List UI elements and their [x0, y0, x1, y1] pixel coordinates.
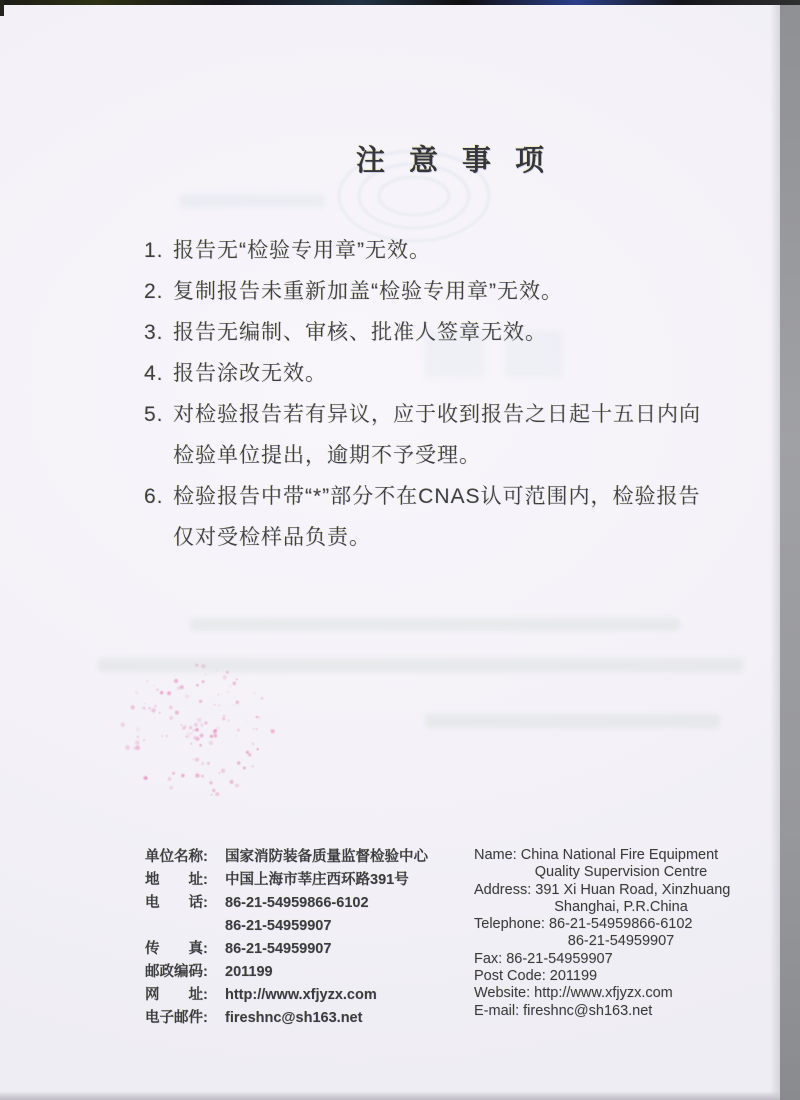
notice-item-6: [144, 476, 722, 558]
contact-label: 电子邮件:: [145, 1010, 208, 1026]
notice-number: 3.: [144, 321, 164, 344]
notice-item-3: [144, 312, 722, 353]
contact-row-telephone-2: [145, 915, 428, 938]
notice-text: 报告无编制、审核、批准人签章无效。: [173, 321, 547, 344]
contact-info-chinese: [145, 846, 428, 1030]
contact-en-fax: Fax: 86-21-54959907: [474, 950, 613, 967]
contact-label: 网 址:: [145, 987, 208, 1003]
notice-item-5: [144, 394, 722, 476]
contact-en-telephone: Telephone: 86-21-54959866-6102: [474, 916, 693, 933]
contact-row-website: [145, 984, 428, 1007]
contact-value: 中国上海市莘庄西环路391号: [225, 872, 409, 888]
contact-label: 邮政编码:: [145, 964, 208, 980]
paper-edge-shadow: [770, 0, 780, 1100]
contact-row-email: [145, 1007, 428, 1030]
contact-value: 86-21-54959907: [225, 941, 332, 957]
contact-value: fireshnc@sh163.net: [225, 1010, 363, 1026]
contact-row-telephone: [145, 892, 428, 915]
contact-en-name-2: Quality Supervision Centre: [534, 864, 708, 881]
notice-text: 检验报告中带“*”部分不在CNAS认可范围内，检验报告仅对受检样品负责。: [173, 485, 701, 549]
contact-row-fax: [145, 938, 428, 961]
contact-label: 传 真:: [145, 941, 208, 957]
notice-item-1: [144, 230, 722, 271]
contact-value: 86-21-54959907: [225, 918, 332, 934]
contact-en-email: E-mail: fireshnc@sh163.net: [474, 1002, 653, 1019]
contact-row-postcode: [145, 961, 428, 984]
contact-en-address-2: Shanghai, P.R.China: [554, 898, 688, 915]
contact-en-postcode: Post Code: 201199: [474, 968, 598, 985]
contact-row-address: [145, 869, 428, 892]
notice-text: 报告无“检验专用章”无效。: [173, 239, 431, 262]
contact-value: http://www.xfjyzx.com: [225, 987, 377, 1003]
contact-en-telephone-2: 86-21-54959907: [567, 933, 675, 950]
notice-number: 2.: [144, 280, 164, 303]
scanner-background-band: [780, 0, 800, 1100]
notice-number: 6.: [144, 485, 164, 508]
page-title: 注意事项: [356, 145, 569, 177]
contact-value: 201199: [225, 964, 273, 980]
notice-number: 5.: [144, 403, 164, 426]
stamp-smudge: [100, 652, 300, 817]
scanner-corner-mark: [0, 0, 4, 16]
notice-list: [144, 230, 722, 558]
notice-item-4: [144, 353, 722, 394]
contact-en-name: Name: China National Fire Equipment: [474, 847, 719, 863]
notice-text: 报告涂改无效。: [173, 362, 327, 385]
paper-edge-strip-bottom: [0, 1091, 780, 1100]
contact-row-unit-name: [145, 846, 428, 869]
notice-item-2: [144, 271, 722, 312]
contact-label: 单位名称:: [145, 849, 208, 865]
notice-text: 复制报告未重新加盖“检验专用章”无效。: [173, 280, 563, 303]
contact-label: 电 话:: [145, 895, 208, 911]
notice-number: 1.: [144, 239, 164, 262]
contact-en-address: Address: 391 Xi Huan Road, Xinzhuang: [474, 881, 731, 898]
contact-info-english: [474, 847, 768, 1020]
contact-label: 地 址:: [145, 872, 208, 888]
notice-number: 4.: [144, 362, 164, 385]
scanner-edge-strip-top: [0, 0, 800, 5]
contact-en-website: Website: http://www.xfjyzx.com: [474, 985, 673, 1002]
contact-value: 86-21-54959866-6102: [225, 895, 369, 911]
contact-value: 国家消防装备质量监督检验中心: [225, 849, 428, 865]
notice-text: 对检验报告若有异议，应于收到报告之日起十五日内向检验单位提出，逾期不予受理。: [173, 403, 701, 467]
